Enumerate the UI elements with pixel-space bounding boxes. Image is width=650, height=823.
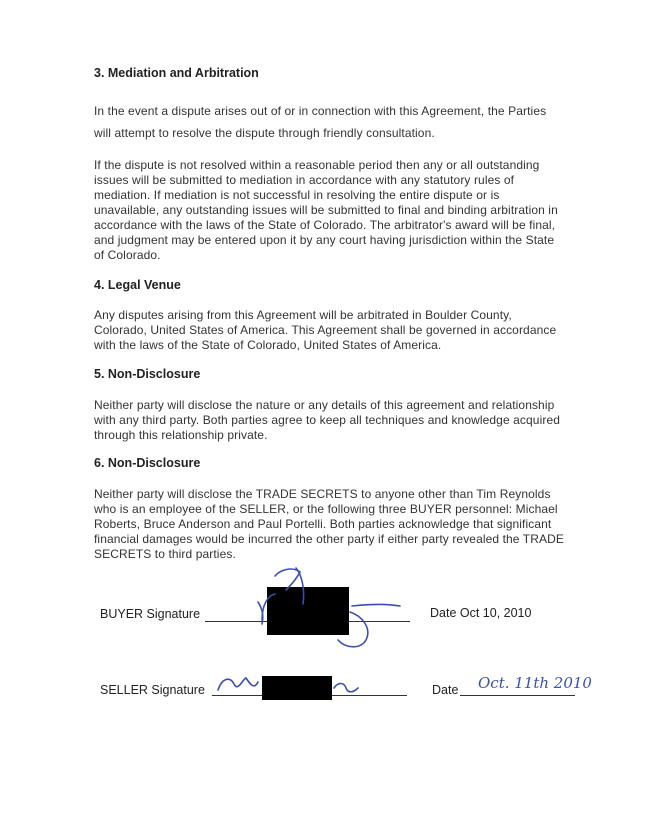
section-3-paragraph-1: In the event a dispute arises out of or in connection with this Agreement, the Parties will attempt to resolve the dispute through friendly consultation. <box>94 104 547 140</box>
section-3-heading: 3. Mediation and Arbitration <box>94 66 259 80</box>
section-6-paragraph: Neither party will disclose the TRADE SECRETS to anyone other than Tim Reynolds who is an employee of the SELLER, or the following three BUYER personnel: Michael Roberts, Bruce Anderson and Paul Portelli. Both parties acknowledge that significant financial damages would be incurred the other party if either party revealed the TRADE SECRETS to third parties. <box>94 487 564 561</box>
section-4-paragraph: Any disputes arising from this Agreement will be arbitrated in Boulder County, Colorado, United States of America. This Agreement shall be governed in accordance with the laws of the State of Colorado, United States of America. <box>94 308 557 352</box>
section-6-heading: 6. Non-Disclosure <box>94 456 201 470</box>
seller-signature-label: SELLER Signature <box>100 683 205 697</box>
buyer-date-label: Date Oct 10, 2010 <box>430 606 532 620</box>
seller-date-label: Date <box>432 683 459 697</box>
seller-signature-redaction <box>262 676 332 700</box>
seller-handwritten-date: Oct. 11th 2010 <box>478 674 592 692</box>
buyer-signature-label: BUYER Signature <box>100 607 201 621</box>
section-4-heading: 4. Legal Venue <box>94 278 181 292</box>
seller-date-line <box>460 695 575 696</box>
section-3-paragraph-2: If the dispute is not resolved within a reasonable period then any or all outstanding issues will be submitted to mediation in accordance with any statutory rules of mediation. If mediation is not successful in resolving the entire dispute or is unavailable, any outstanding issues will be submitted to final and binding arbitration in accordance with the laws of the State of Colorado. The arbitrator's award will be final, and judgment may be entered upon it by any court having jurisdiction within the State of Colorado. <box>94 158 558 262</box>
section-5-heading: 5. Non-Disclosure <box>94 367 201 381</box>
section-5-paragraph: Neither party will disclose the nature or any details of this agreement and relationship with any third party. Both parties agree to keep all techniques and knowledge acquired through this relationship private. <box>94 398 560 442</box>
buyer-signature-redaction <box>267 587 349 635</box>
